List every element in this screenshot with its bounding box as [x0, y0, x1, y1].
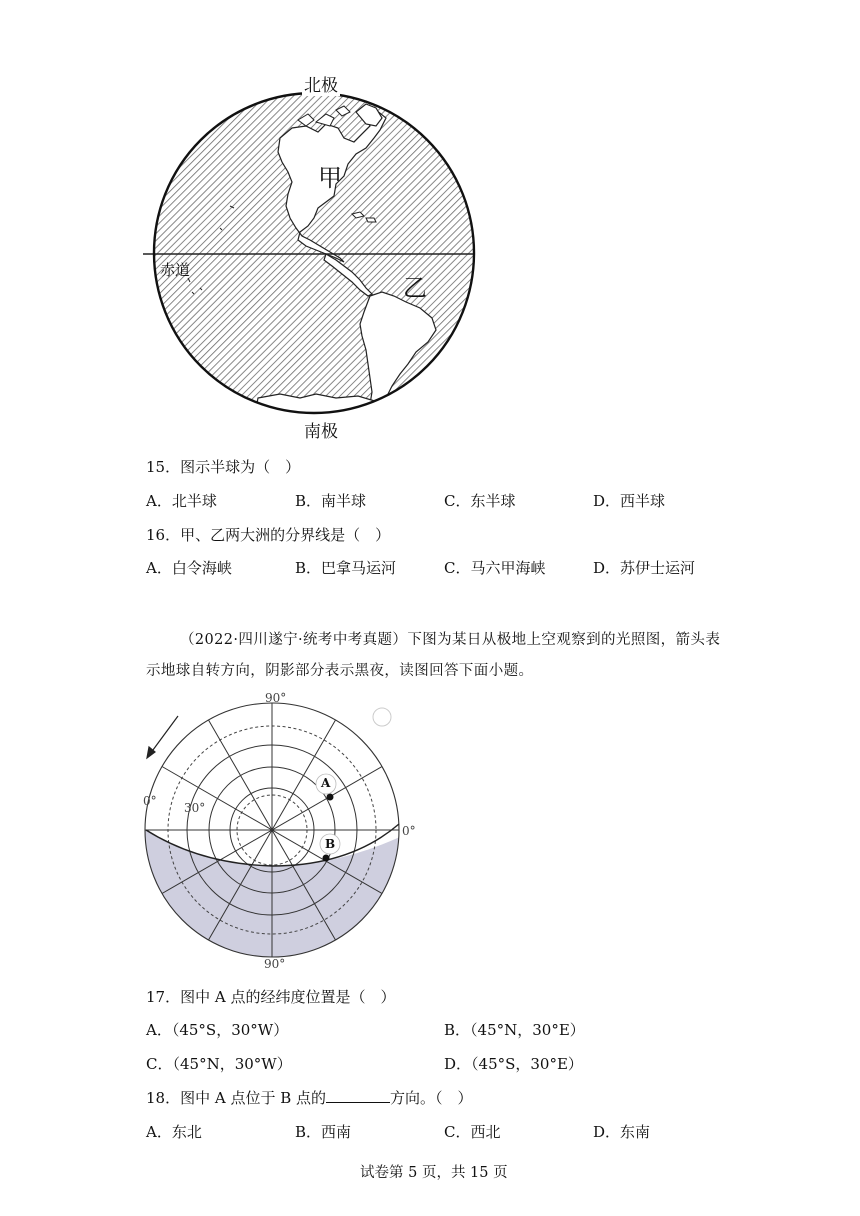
south-pole-label: 南极 — [302, 417, 340, 442]
q17-option-b[interactable]: B．（45°N，30°E） — [444, 1021, 585, 1039]
diagram-bottom-label: 90° — [264, 957, 286, 971]
q18-option-d[interactable]: D．东南 — [593, 1123, 651, 1141]
diagram-top-label: 90° — [265, 691, 287, 705]
point-a-marker — [327, 794, 334, 801]
page-footer: 试卷第 5 页，共 15 页 — [360, 1165, 508, 1181]
north-pole-label: 北极 — [302, 71, 340, 96]
q15-option-d[interactable]: D．西半球 — [593, 492, 666, 510]
diagram-left-label: 0° — [143, 794, 157, 808]
q17-option-d[interactable]: D．（45°S，30°E） — [444, 1055, 583, 1073]
hemisphere-map — [130, 68, 490, 440]
q18-stem-before: 18．图中 A 点位于 B 点的 — [146, 1089, 327, 1107]
q18-option-a[interactable]: A．东北 — [146, 1123, 202, 1141]
point-a-label: A — [321, 776, 331, 790]
q15-option-c[interactable]: C．东半球 — [444, 492, 516, 510]
faint-circle-mark — [373, 708, 391, 726]
q18-blank[interactable] — [326, 1088, 390, 1103]
intro-line-1: （2022·四川遂宁·统考中考真题）下图为某日从极地上空观察到的光照图，箭头表 — [180, 632, 721, 648]
q17-option-a[interactable]: A．（45°S，30°W） — [146, 1021, 289, 1039]
point-b-label: B — [325, 837, 336, 851]
point-b-marker — [323, 855, 330, 862]
q18-option-c[interactable]: C．西北 — [444, 1123, 501, 1141]
q15-option-b[interactable]: B．南半球 — [295, 492, 367, 510]
q16-option-a[interactable]: A．白令海峡 — [146, 559, 232, 577]
question-17-stem: 17．图中 A 点的经纬度位置是（ ） — [146, 988, 396, 1006]
intro-line-2: 示地球自转方向，阴影部分表示黑夜，读图回答下面小题。 — [146, 663, 534, 679]
q18-option-b[interactable]: B．西南 — [295, 1123, 352, 1141]
question-18-stem — [146, 1087, 473, 1108]
diagram-latitude-label: 30° — [184, 801, 206, 815]
question-15-stem: 15．图示半球为（ ） — [146, 458, 301, 476]
q16-option-b[interactable]: B．巴拿马运河 — [295, 559, 397, 577]
q16-option-c[interactable]: C．马六甲海峡 — [444, 559, 546, 577]
q16-option-d[interactable]: D．苏伊士运河 — [593, 559, 696, 577]
question-16-stem: 16．甲、乙两大洲的分界线是（ ） — [146, 526, 391, 544]
q18-stem-after: 方向。（ ） — [390, 1089, 473, 1107]
polar-illumination-diagram — [140, 686, 430, 976]
q17-option-c[interactable]: C．（45°N，30°W） — [146, 1055, 292, 1073]
continent-yi-label: 乙 — [403, 274, 427, 302]
equator-label: 赤道 — [160, 261, 191, 279]
q15-option-a[interactable]: A．北半球 — [146, 492, 217, 510]
diagram-right-label: 0° — [402, 824, 416, 838]
continent-jia-label: 甲 — [318, 164, 342, 192]
